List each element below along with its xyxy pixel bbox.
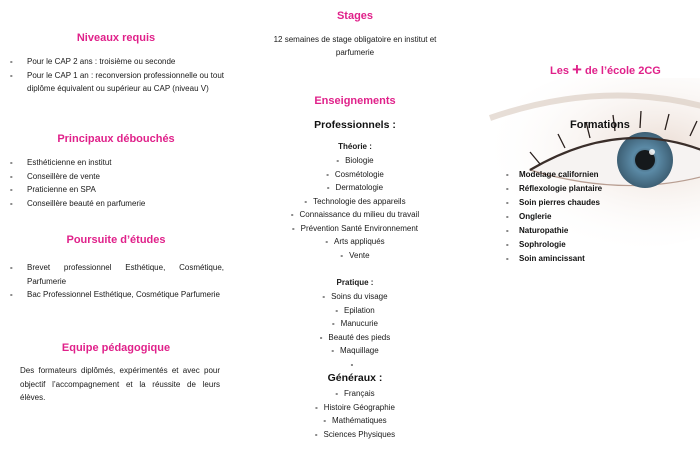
list-item: - Praticienne en SPA [10,183,224,197]
enseignements-title: Enseignements [314,95,396,107]
list-item: - Beauté des pieds [319,332,391,342]
list-item: - Vente [340,250,370,260]
list-item: - Esthéticienne en institut [10,156,224,170]
list-item: - Bac Professionnel Esthétique, Cosmétique Parfumerie [10,288,224,302]
niveaux-title: Niveaux requis [76,32,156,44]
pratique-list [232,290,478,371]
list-item: - Maquillage [331,346,379,355]
list-item: - Cosmétologie [326,169,384,179]
stages-text: 12 semaines de stage obligatoire en institut et parfumerie [273,35,437,57]
generaux-heading: Généraux : [327,372,383,384]
equipe-title: Equipe pédagogique [61,342,171,354]
list-item: - Français [335,389,375,398]
formations-title: Formations [570,119,630,131]
theorie-label: Théorie : [338,142,372,151]
pratique-label: Pratique : [336,278,374,287]
list-item: - Biologie [336,156,374,165]
list-item: - Réflexologie plantaire [506,182,602,196]
list-item: - Epilation [335,305,375,315]
list-item: - Brevet professionnel Esthétique, Cosmétique, Parfumerie [10,261,224,288]
list-item: - Conseillère de vente [10,170,224,184]
debouches-title: Principaux débouchés [57,133,175,145]
list-item: - [350,359,354,369]
list-item: - Histoire Géographie [315,402,395,412]
list-item: - Soins du visage [322,292,388,301]
debouches-list [10,156,224,210]
poursuite-title: Poursuite d’études [66,234,166,246]
list-item: - Conseillère beauté en parfumerie [10,197,224,211]
list-item: - Soin amincissant [506,252,602,266]
list-item: - Onglerie [506,210,602,224]
generaux-list [232,387,478,441]
list-item: - Connaissance du milieu du travail [290,210,420,219]
list-item: - Mathématiques [323,416,387,425]
les-plus-heading [550,60,661,80]
list-item: - Pour le CAP 2 ans : troisième ou seconde [10,55,224,69]
formations-list [506,168,602,266]
plus-icon: + [572,60,582,79]
list-item: - Arts appliqués [325,237,385,246]
list-item: - Manucurie [331,319,379,328]
niveaux-list [10,55,224,96]
list-item: - Pour le CAP 1 an : reconversion professionnelle ou tout diplôme équivalent ou supérieur au CAP (niveau V) [10,69,224,96]
professionnels-heading: Professionnels : [314,119,396,131]
equipe-text: Des formateurs diplômés, expérimentés et avec pour objectif l’accompagnement et la réussite de leurs élèves. [20,366,220,402]
ecole-label: de l’école 2CG [585,65,661,77]
list-item: - Modelage californien [506,168,602,182]
list-item: - Dermatologie [326,183,384,192]
les-label: Les [550,65,569,77]
list-item: - Soin pierres chaudes [506,196,602,210]
right-column [478,0,700,457]
list-item: - Sciences Physiques [314,429,396,439]
poursuite-list [10,261,224,302]
list-item: - Prévention Santé Environnement [291,223,419,233]
theorie-list [232,154,478,262]
stages-title: Stages [336,10,374,22]
list-item: - Naturopathie [506,224,602,238]
list-item: - Sophrologie [506,238,602,252]
list-item: - Technologie des appareils [304,196,406,206]
